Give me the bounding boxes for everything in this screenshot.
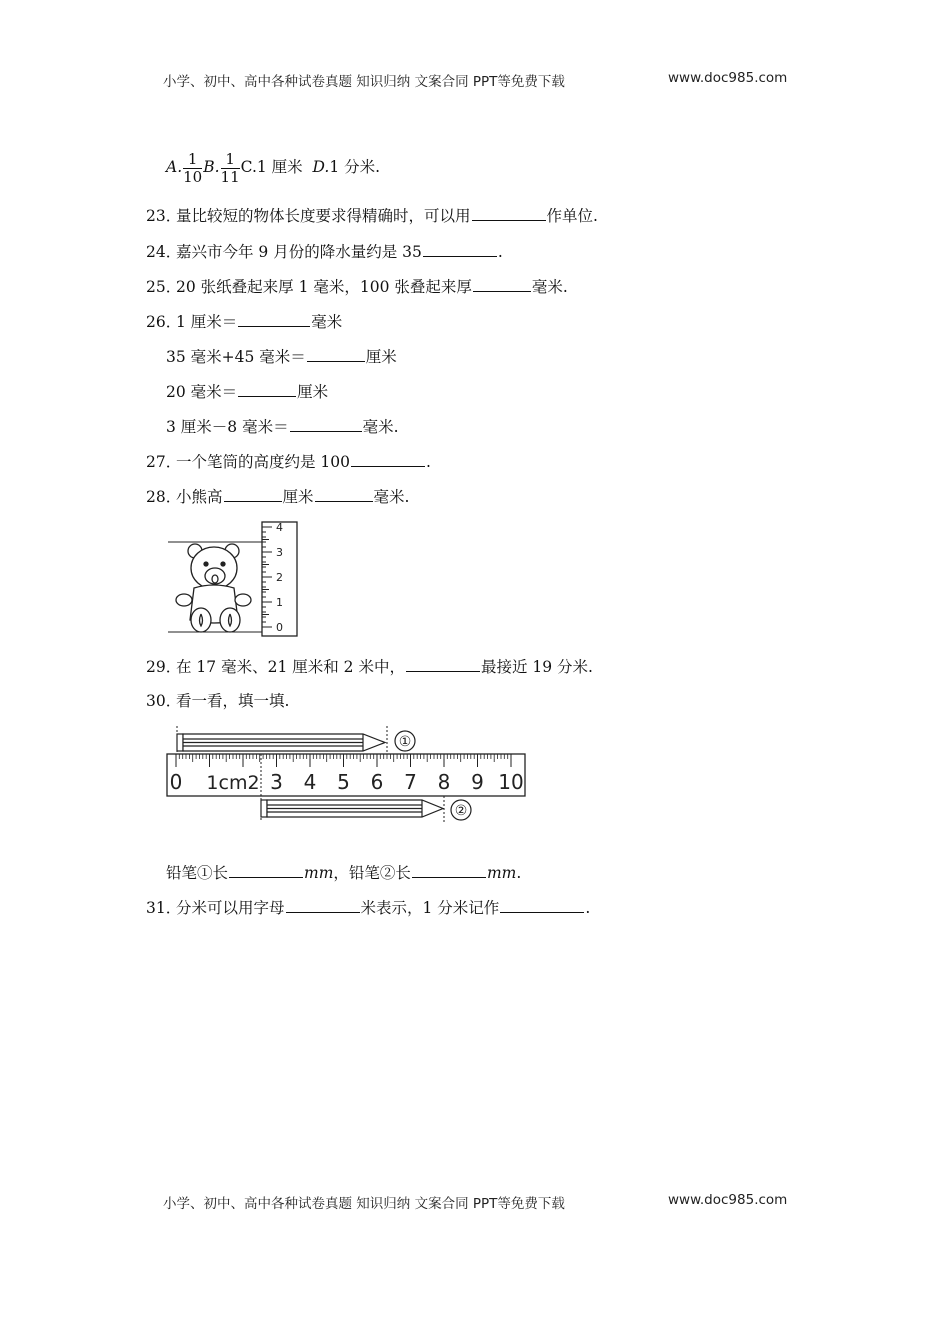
answer-blank[interactable] <box>412 862 486 878</box>
ruler-label: 5 <box>337 770 350 794</box>
question-26-line-4: 3 厘米－8 毫米＝ 毫米. <box>166 418 399 436</box>
question-number: 29． <box>146 658 182 676</box>
ruler-label: 10 <box>498 770 524 794</box>
header-site: www.doc985.com <box>668 70 788 86</box>
answer-blank[interactable] <box>238 381 296 397</box>
footer-site: www.doc985.com <box>668 1192 788 1208</box>
ruler-label: 1cm2 <box>206 772 260 794</box>
question-number: 26． <box>146 313 182 331</box>
option-b-fraction: $\frac{1}{11}$ <box>220 149 240 186</box>
question-number: 25． <box>146 278 182 296</box>
question-number: 23． <box>146 207 182 225</box>
question-26-line-2: 35 毫米+45 毫米＝ 厘米 <box>166 348 397 366</box>
q22-options <box>166 150 380 186</box>
answer-blank[interactable] <box>224 486 282 502</box>
option-d-label: D. <box>312 158 330 176</box>
answer-blank[interactable] <box>286 897 360 913</box>
ruler-tick-label: 3 <box>276 546 283 559</box>
pencil-2-mark: ② <box>454 803 468 819</box>
header-text: 小学、初中、高中各种试卷真题 知识归纳 文案合同 PPT等免费下载 <box>163 74 565 90</box>
question-30-fill: 铅笔①长 mm，铅笔②长 mm. <box>166 864 522 882</box>
pencil-1 <box>177 734 385 751</box>
answer-blank[interactable] <box>500 897 584 913</box>
answer-blank[interactable] <box>229 862 303 878</box>
answer-blank[interactable] <box>307 346 365 362</box>
ruler-label: 4 <box>303 770 317 794</box>
pencil-2 <box>261 800 443 817</box>
question-26: 26．1 厘米＝ 毫米 <box>146 313 343 331</box>
question-number: 27． <box>146 453 182 471</box>
answer-blank[interactable] <box>351 451 425 467</box>
question-31: 31．分米可以用字母 米表示，1 分米记作 . <box>146 899 591 917</box>
ruler-label: 3 <box>270 770 283 794</box>
bear-illustration <box>176 544 251 632</box>
question-23: 23．量比较短的物体长度要求得精确时，可以用 作单位. <box>146 207 598 225</box>
answer-blank[interactable] <box>238 311 310 327</box>
question-number: 30． <box>146 692 182 710</box>
answer-blank[interactable] <box>473 276 531 292</box>
ruler-tick-label: 4 <box>276 521 283 534</box>
question-30: 30．看一看，填一填. <box>146 692 290 710</box>
answer-blank[interactable] <box>472 205 546 221</box>
pencil-1-mark: ① <box>398 734 412 750</box>
ruler-label: 8 <box>437 770 451 794</box>
option-d-text: 1 分米. <box>329 158 381 176</box>
answer-blank[interactable] <box>406 656 480 672</box>
question-26-line-3: 20 毫米＝ 厘米 <box>166 383 329 401</box>
ruler-tick-label: 2 <box>276 571 283 584</box>
answer-blank[interactable] <box>290 416 362 432</box>
question-number: 28． <box>146 488 182 506</box>
option-a-label: A. <box>166 158 183 176</box>
answer-blank[interactable] <box>423 241 497 257</box>
question-28: 28．小熊高 厘米 毫米. <box>146 488 410 506</box>
ruler-label: 7 <box>404 770 417 794</box>
page-header <box>163 70 788 90</box>
bear-ruler-figure <box>168 520 300 638</box>
ruler-tick-label: 1 <box>276 596 283 609</box>
ruler-tick-label: 0 <box>276 621 283 634</box>
ruler-label: 0 <box>169 770 183 794</box>
question-number: 31． <box>146 899 182 917</box>
answer-blank[interactable] <box>315 486 373 502</box>
footer-text: 小学、初中、高中各种试卷真题 知识归纳 文案合同 PPT等免费下载 <box>163 1196 565 1212</box>
question-27: 27．一个笔筒的高度约是 100 . <box>146 453 431 471</box>
ruler-label: 6 <box>370 770 384 794</box>
option-c: C.1 厘米 <box>240 158 303 176</box>
option-a-fraction: $\frac{1}{10}$ <box>183 149 203 186</box>
question-24: 24．嘉兴市今年 9 月份的降水量约是 35 . <box>146 243 503 261</box>
question-number: 24． <box>146 243 182 261</box>
option-b-label: B. <box>203 158 220 176</box>
page-footer <box>163 1192 788 1212</box>
pencil-ruler-figure <box>165 726 530 826</box>
ruler-label: 9 <box>471 770 484 794</box>
question-29: 29．在 17 毫米、21 厘米和 2 米中， 最接近 19 分米. <box>146 658 593 676</box>
question-25: 25．20 张纸叠起来厚 1 毫米，100 张叠起来厚 毫米. <box>146 278 568 296</box>
